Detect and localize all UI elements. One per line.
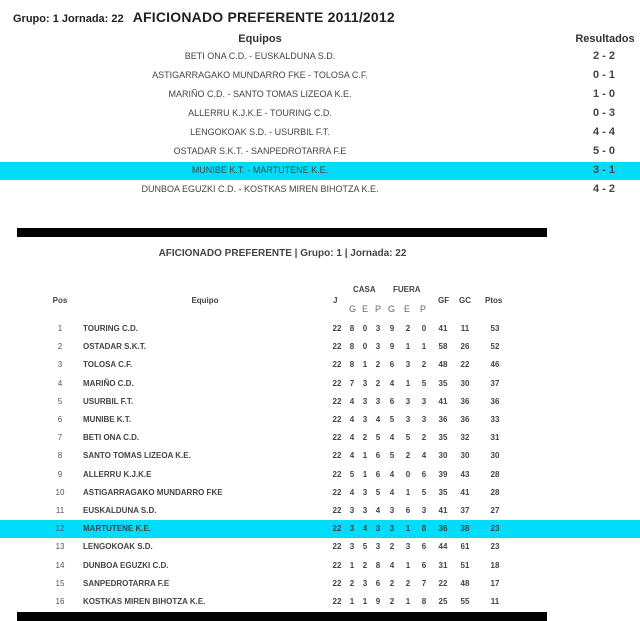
ce-cell: 3 (362, 396, 368, 406)
ce-cell: 1 (362, 597, 368, 606)
fg-cell: 5 (389, 451, 395, 461)
ptos-cell: 33 (490, 415, 500, 424)
gf-cell: 35 (438, 487, 448, 497)
col-casa-g: G (349, 304, 357, 314)
ptos-cell: 23 (490, 524, 500, 534)
cg-cell: 8 (349, 324, 355, 333)
gf-cell: 35 (438, 433, 448, 443)
cg-cell: 1 (349, 560, 355, 570)
ce-cell: 1 (362, 469, 368, 479)
ptos-cell: 31 (490, 433, 500, 443)
match-teams: BETI ONA C.D. - EUSKALDUNA S.D. (184, 51, 336, 61)
ce-cell: 0 (362, 324, 368, 333)
j-cell: 22 (332, 342, 342, 352)
fp-cell: 2 (421, 433, 427, 443)
standings-row (0, 593, 640, 611)
match-score: 0 - 1 (592, 69, 615, 81)
fg-cell: 9 (389, 324, 395, 333)
cg-cell: 4 (349, 415, 355, 424)
gf-cell: 58 (438, 342, 448, 352)
fp-cell: 8 (421, 597, 427, 606)
position-cell: 5 (57, 396, 63, 406)
cg-cell: 4 (349, 433, 355, 443)
fe-cell: 1 (405, 560, 411, 570)
fp-cell: 7 (421, 578, 427, 588)
match-teams: MUNIBE K.T. - MARTUTENE K.E. (191, 165, 329, 175)
position-cell: 16 (55, 597, 65, 606)
col-fuera-p: P (420, 304, 427, 314)
fe-cell: 6 (405, 506, 411, 515)
standings-row (0, 502, 640, 520)
fe-cell: 1 (405, 597, 411, 606)
standings-row (0, 411, 640, 429)
standings-row (0, 356, 640, 374)
fg-cell: 6 (389, 360, 395, 370)
cp-cell: 6 (375, 578, 381, 588)
team-cell: KOSTKAS MIREN BIHOTZA K.E. (83, 597, 206, 606)
ce-cell: 3 (362, 578, 368, 588)
match-teams: LENGOKOAK S.D. - USURBIL F.T. (190, 127, 330, 137)
match-score: 1 - 0 (592, 88, 615, 100)
match-row (0, 86, 640, 104)
j-cell: 22 (332, 560, 342, 570)
cp-cell: 3 (375, 542, 381, 552)
j-cell: 22 (332, 469, 342, 479)
cp-cell: 2 (375, 378, 381, 388)
j-cell: 22 (332, 433, 342, 443)
fp-cell: 8 (421, 524, 427, 534)
ce-cell: 3 (362, 506, 368, 515)
competition-title: AFICIONADO PREFERENTE 2011/2012 (132, 9, 395, 25)
j-cell: 22 (332, 451, 342, 461)
position-cell: 9 (57, 469, 63, 479)
fg-cell: 3 (389, 506, 395, 515)
ptos-cell: 52 (490, 342, 500, 352)
fe-cell: 3 (405, 360, 411, 370)
cg-cell: 5 (349, 469, 355, 479)
j-cell: 22 (332, 597, 342, 606)
bottom-bar (17, 612, 547, 621)
match-row (0, 143, 640, 161)
gc-cell: 51 (460, 560, 470, 570)
j-cell: 22 (332, 396, 342, 406)
team-cell: BETI ONA C.D. (83, 433, 140, 443)
ce-cell: 3 (362, 378, 368, 388)
gc-cell: 43 (460, 469, 470, 479)
col-gf: GF (438, 296, 450, 305)
cp-cell: 8 (375, 560, 381, 570)
standings-row (0, 466, 640, 484)
fg-cell: 9 (389, 342, 395, 352)
match-score: 3 - 1 (592, 164, 615, 176)
ce-cell: 2 (362, 433, 368, 443)
ptos-cell: 28 (490, 487, 500, 497)
match-score: 5 - 0 (592, 145, 615, 157)
ce-cell: 4 (362, 524, 368, 534)
match-score: 4 - 2 (592, 183, 615, 195)
position-cell: 13 (55, 542, 65, 552)
cg-cell: 4 (349, 487, 355, 497)
fe-cell: 2 (405, 324, 411, 333)
team-cell: MARIÑO C.D. (83, 378, 134, 388)
fp-cell: 3 (421, 506, 427, 515)
ce-cell: 0 (362, 342, 368, 352)
col-j: J (333, 296, 338, 305)
position-cell: 4 (57, 378, 63, 388)
j-cell: 22 (332, 542, 342, 552)
position-cell: 15 (55, 578, 65, 588)
j-cell: 22 (332, 360, 342, 370)
equipos-header: Equipos (238, 33, 282, 45)
team-cell: DUNBOA EGUZKI C.D. (83, 560, 169, 570)
standings-row (0, 320, 640, 338)
col-fuera-e: E (404, 304, 411, 314)
cp-cell: 6 (375, 451, 381, 461)
fp-cell: 2 (421, 360, 427, 370)
ce-cell: 1 (362, 451, 368, 461)
match-row (0, 124, 640, 142)
gc-cell: 38 (460, 524, 470, 534)
ptos-cell: 17 (490, 578, 500, 588)
gc-cell: 41 (460, 487, 470, 497)
cp-cell: 3 (375, 524, 381, 534)
cp-cell: 5 (375, 487, 381, 497)
cp-cell: 6 (375, 469, 381, 479)
fe-cell: 3 (405, 415, 411, 424)
fg-cell: 5 (389, 415, 395, 424)
cg-cell: 3 (349, 506, 355, 515)
gf-cell: 35 (438, 378, 448, 388)
ce-cell: 5 (362, 542, 368, 552)
gf-cell: 41 (438, 324, 448, 333)
team-cell: TOLOSA C.F. (83, 360, 133, 370)
j-cell: 22 (332, 378, 342, 388)
cg-cell: 3 (349, 542, 355, 552)
ptos-cell: 27 (490, 506, 500, 515)
fe-cell: 0 (405, 469, 411, 479)
fp-cell: 5 (421, 487, 427, 497)
match-row (0, 181, 640, 199)
gc-cell: 48 (460, 578, 470, 588)
fp-cell: 3 (421, 415, 427, 424)
cp-cell: 3 (375, 342, 381, 352)
match-score: 2 - 2 (592, 50, 615, 62)
standings-row (0, 338, 640, 356)
col-pos: Pos (52, 296, 68, 305)
team-cell: TOURING C.D. (83, 324, 138, 333)
divider-bar (17, 228, 547, 237)
cg-cell: 8 (349, 342, 355, 352)
cp-cell: 4 (375, 415, 381, 424)
position-cell: 3 (57, 360, 63, 370)
ptos-cell: 30 (490, 451, 500, 461)
standings-row (0, 429, 640, 447)
gf-cell: 48 (438, 360, 448, 370)
cp-cell: 4 (375, 506, 381, 515)
fe-cell: 2 (405, 578, 411, 588)
gf-cell: 41 (438, 396, 448, 406)
team-cell: USURBIL F.T. (83, 396, 134, 406)
fe-cell: 1 (405, 487, 411, 497)
j-cell: 22 (332, 487, 342, 497)
ptos-cell: 53 (490, 324, 500, 333)
standings-row (0, 520, 640, 538)
fg-cell: 4 (389, 469, 395, 479)
fg-cell: 4 (389, 560, 395, 570)
resultados-header: Resultados (575, 33, 635, 45)
position-cell: 11 (55, 506, 65, 515)
ce-cell: 3 (362, 415, 368, 424)
gc-cell: 26 (460, 342, 470, 352)
fp-cell: 1 (421, 342, 427, 352)
position-cell: 8 (57, 451, 63, 461)
col-fuera-g: G (388, 304, 396, 314)
gc-cell: 30 (460, 451, 470, 461)
ptos-cell: 46 (490, 360, 500, 370)
j-cell: 22 (332, 524, 342, 534)
match-teams: MARIÑO C.D. - SANTO TOMAS LIZEOA K.E. (168, 89, 352, 99)
standings-row (0, 575, 640, 593)
col-casa-e: E (362, 304, 369, 314)
fe-cell: 5 (405, 433, 411, 443)
ptos-cell: 28 (490, 469, 500, 479)
col-casa: CASA (353, 285, 376, 294)
fe-cell: 1 (405, 342, 411, 352)
fp-cell: 5 (421, 378, 427, 388)
gf-cell: 36 (438, 415, 448, 424)
gf-cell: 31 (438, 560, 448, 570)
team-cell: MUNIBE K.T. (83, 415, 131, 424)
standings-row (0, 375, 640, 393)
ptos-cell: 23 (490, 542, 500, 552)
fe-cell: 2 (405, 451, 411, 461)
team-cell: ALLERRU K.J.K.E (83, 469, 152, 479)
gc-cell: 11 (460, 324, 470, 333)
ptos-cell: 37 (490, 378, 500, 388)
col-casa-p: P (375, 304, 382, 314)
gf-cell: 41 (438, 506, 448, 515)
team-cell: ASTIGARRAGAKO MUNDARRO FKE (83, 487, 223, 497)
gc-cell: 32 (460, 433, 470, 443)
standings-row (0, 393, 640, 411)
gf-cell: 39 (438, 469, 448, 479)
position-cell: 6 (57, 415, 63, 424)
fp-cell: 6 (421, 469, 427, 479)
standings-row (0, 447, 640, 465)
standings-row (0, 484, 640, 502)
fe-cell: 3 (405, 542, 411, 552)
fg-cell: 2 (389, 597, 395, 606)
fp-cell: 3 (421, 396, 427, 406)
cp-cell: 9 (375, 597, 381, 606)
ce-cell: 3 (362, 487, 368, 497)
col-fuera: FUERA (393, 285, 421, 294)
fg-cell: 2 (389, 578, 395, 588)
gc-cell: 36 (460, 415, 470, 424)
fe-cell: 1 (405, 378, 411, 388)
ptos-cell: 36 (490, 396, 500, 406)
team-cell: MARTUTENE K.E. (83, 524, 151, 534)
team-cell: SANPEDROTARRA F.E (83, 578, 170, 588)
col-equipo: Equipo (191, 296, 219, 305)
fp-cell: 6 (421, 560, 427, 570)
team-cell: SANTO TOMAS LIZEOA K.E. (83, 451, 191, 461)
cp-cell: 3 (375, 324, 381, 333)
position-cell: 14 (55, 560, 65, 570)
cg-cell: 4 (349, 451, 355, 461)
fg-cell: 4 (389, 378, 395, 388)
fg-cell: 2 (389, 542, 395, 552)
group-round-label: Grupo: 1 Jornada: 22 (13, 13, 124, 25)
cg-cell: 4 (349, 396, 355, 406)
gf-cell: 22 (438, 578, 448, 588)
gf-cell: 36 (438, 524, 448, 534)
position-cell: 2 (57, 342, 63, 352)
cp-cell: 3 (375, 396, 381, 406)
standings-title: AFICIONADO PREFERENTE | Grupo: 1 | Jornada: 22 (158, 248, 407, 259)
fp-cell: 0 (421, 324, 427, 333)
j-cell: 22 (332, 415, 342, 424)
ptos-cell: 11 (490, 597, 500, 606)
fg-cell: 4 (389, 433, 395, 443)
j-cell: 22 (332, 578, 342, 588)
fg-cell: 4 (389, 487, 395, 497)
match-teams: DUNBOA EGUZKI C.D. - KOSTKAS MIREN BIHOTZA K.E. (141, 184, 379, 194)
col-gc: GC (459, 296, 471, 305)
gc-cell: 22 (460, 360, 470, 370)
fp-cell: 6 (421, 542, 427, 552)
position-cell: 1 (57, 324, 63, 333)
ce-cell: 1 (362, 360, 368, 370)
fe-cell: 1 (405, 524, 411, 534)
ce-cell: 2 (362, 560, 368, 570)
fg-cell: 3 (389, 524, 395, 534)
position-cell: 10 (55, 487, 65, 497)
match-row (0, 67, 640, 85)
gf-cell: 44 (438, 542, 448, 552)
match-row (0, 105, 640, 123)
gf-cell: 30 (438, 451, 448, 461)
position-cell: 7 (57, 433, 63, 443)
page-header (13, 9, 395, 25)
gf-cell: 25 (438, 597, 448, 606)
cg-cell: 8 (349, 360, 355, 370)
cg-cell: 1 (349, 597, 355, 606)
cp-cell: 5 (375, 433, 381, 443)
cp-cell: 2 (375, 360, 381, 370)
match-teams: ASTIGARRAGAKO MUNDARRO FKE - TOLOSA C.F. (152, 70, 368, 80)
match-teams: ALLERRU K.J.K.E - TOURING C.D. (188, 108, 332, 118)
j-cell: 22 (332, 324, 342, 333)
gc-cell: 55 (460, 597, 470, 606)
team-cell: OSTADAR S.K.T. (83, 342, 146, 352)
match-score: 4 - 4 (592, 126, 615, 138)
ptos-cell: 18 (490, 560, 500, 570)
match-teams: OSTADAR S.K.T. - SANPEDROTARRA F.E (173, 146, 347, 156)
team-cell: EUSKALDUNA S.D. (83, 506, 157, 515)
col-ptos: Ptos (485, 296, 503, 305)
standings-row (0, 538, 640, 556)
j-cell: 22 (332, 506, 342, 515)
gc-cell: 61 (460, 542, 470, 552)
cg-cell: 7 (349, 378, 355, 388)
match-score: 0 - 3 (592, 107, 615, 119)
cg-cell: 3 (349, 524, 355, 534)
match-row (0, 162, 640, 180)
gc-cell: 36 (460, 396, 470, 406)
position-cell: 12 (55, 524, 65, 534)
match-row (0, 48, 640, 66)
fp-cell: 4 (421, 451, 427, 461)
fe-cell: 3 (405, 396, 411, 406)
standings-row (0, 557, 640, 575)
cg-cell: 2 (349, 578, 355, 588)
team-cell: LENGOKOAK S.D. (83, 542, 153, 552)
gc-cell: 37 (460, 506, 470, 515)
fg-cell: 6 (389, 396, 395, 406)
gc-cell: 30 (460, 378, 470, 388)
